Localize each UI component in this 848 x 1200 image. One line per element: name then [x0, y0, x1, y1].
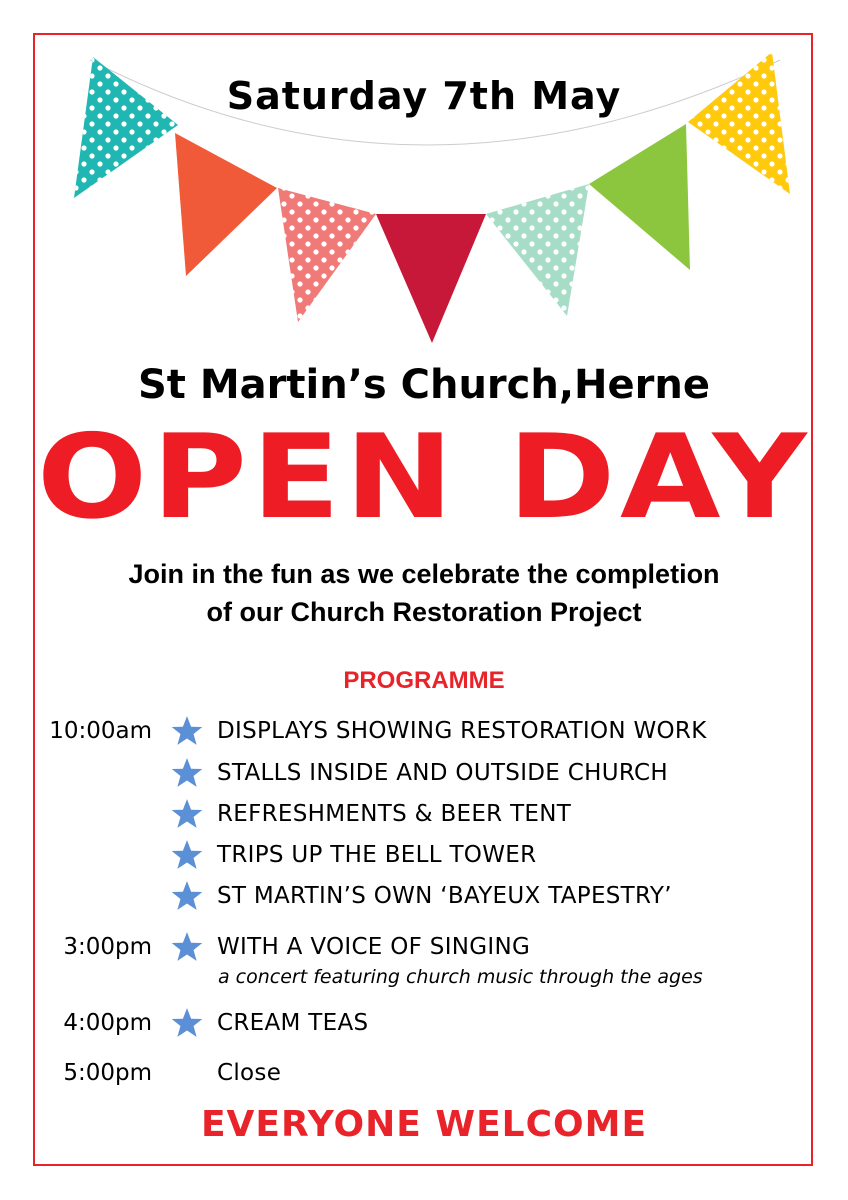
programme-time: 4:00pm	[63, 1010, 152, 1036]
programme-text: TRIPS UP THE BELL TOWER	[217, 842, 537, 868]
star-icon	[170, 879, 204, 913]
programme-item	[0, 883, 848, 923]
programme-item	[0, 842, 848, 882]
intro-line-1: Join in the fun as we celebrate the completion	[128, 559, 720, 589]
intro-line-2: of our Church Restoration Project	[206, 597, 642, 627]
star-icon	[170, 838, 204, 872]
programme-item	[0, 1010, 848, 1050]
star-icon	[170, 797, 204, 831]
poster-title: OPEN DAY	[36, 410, 812, 545]
star-icon	[170, 1006, 204, 1040]
bunting-garland	[0, 0, 848, 360]
programme-heading: PROGRAMME	[343, 667, 505, 694]
programme-item	[0, 1060, 848, 1100]
event-date: Saturday 7th May	[226, 74, 622, 118]
programme-time: 3:00pm	[63, 934, 152, 960]
concert-note: a concert featuring church music through the ages	[218, 966, 703, 988]
programme-item	[0, 718, 848, 758]
programme-text: Close	[217, 1060, 282, 1086]
venue-name: St Martin’s Church,Herne	[138, 362, 710, 408]
programme-text: CREAM TEAS	[217, 1010, 369, 1036]
programme-item	[0, 760, 848, 800]
programme-text: WITH A VOICE OF SINGING	[217, 934, 531, 960]
bunting-flag-orange	[175, 133, 277, 276]
programme-item	[0, 801, 848, 841]
footer-welcome: EVERYONE WELCOME	[200, 1104, 648, 1145]
programme-text: STALLS INSIDE AND OUTSIDE CHURCH	[217, 760, 668, 786]
programme-time: 5:00pm	[63, 1060, 152, 1086]
bunting-flag-mint	[486, 184, 589, 316]
bunting-flag-green	[589, 124, 690, 270]
bunting-flag-pink	[278, 188, 376, 322]
programme-text: ST MARTIN’S OWN ‘BAYEUX TAPESTRY’	[217, 883, 672, 909]
star-icon	[170, 756, 204, 790]
programme-text: DISPLAYS SHOWING RESTORATION WORK	[217, 718, 707, 744]
intro-text	[0, 555, 848, 631]
bunting-flag-crimson	[376, 214, 486, 343]
star-icon	[170, 714, 204, 748]
programme-text: REFRESHMENTS & BEER TENT	[217, 801, 572, 827]
star-icon	[170, 930, 204, 964]
programme-time: 10:00am	[49, 718, 152, 744]
